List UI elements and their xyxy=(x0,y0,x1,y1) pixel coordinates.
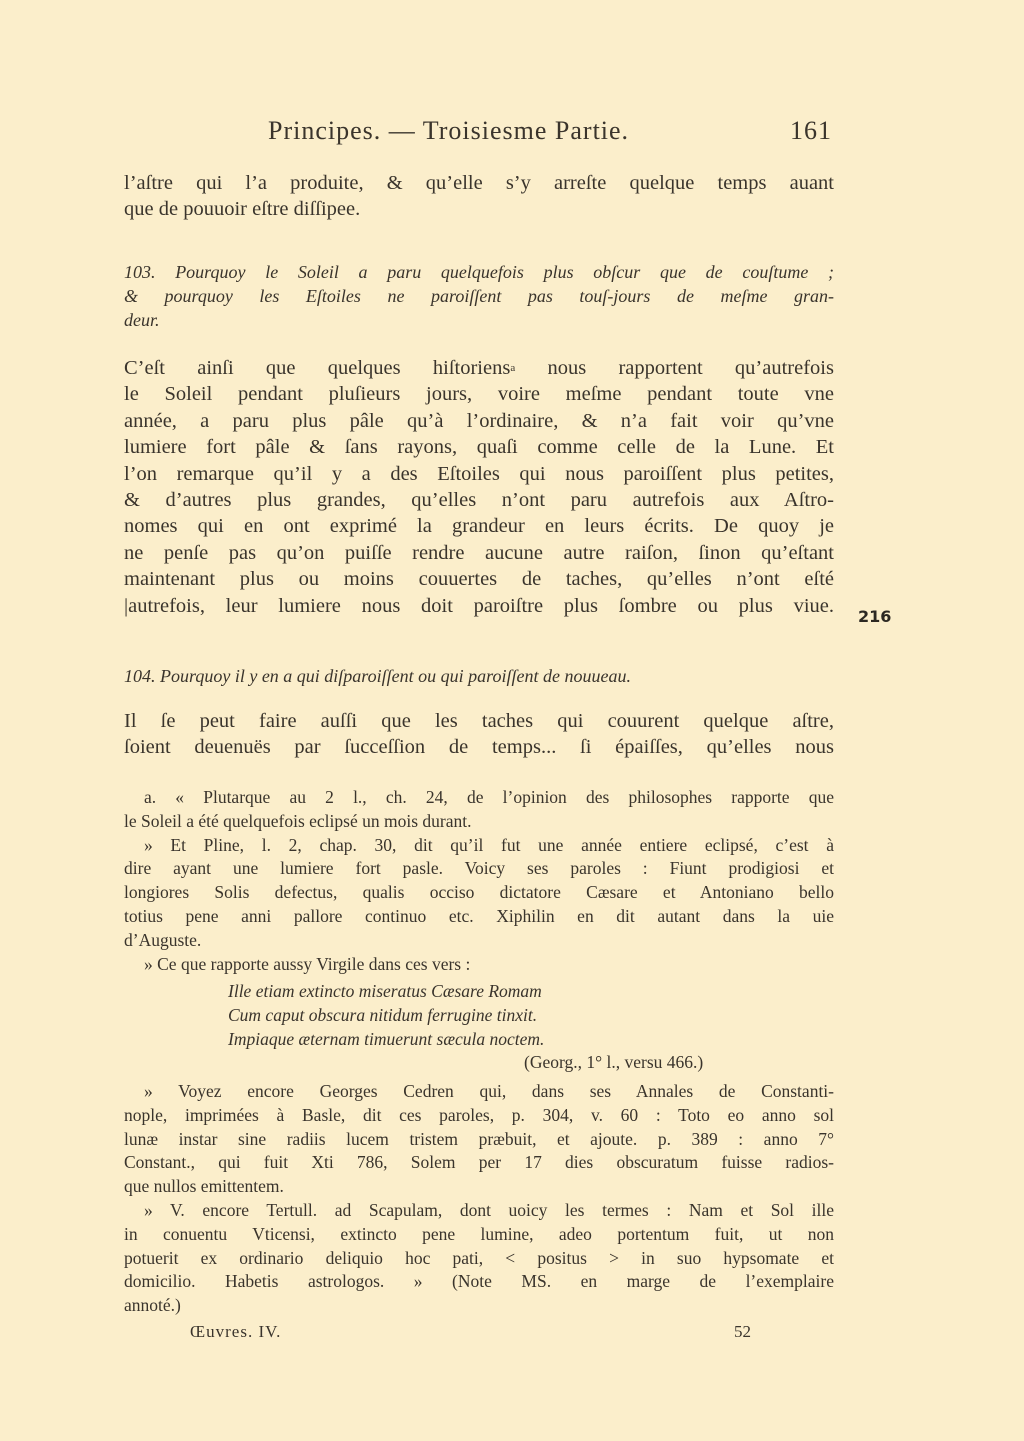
gathering-number: 52 xyxy=(734,1322,751,1341)
note-line: » Ce que rapporte aussy Virgile dans ces vers : xyxy=(144,953,471,974)
note-line: a. « Plutarque au 2 l., ch. 24, de l’opinion des philosophes rapporte que xyxy=(144,787,834,807)
verse-line: Impiaque æternam timuerunt sæcula noctem. xyxy=(228,1028,545,1049)
text-line: année, a paru plus pâle qu’à l’ordinaire, & n’a fait voir qu’vne xyxy=(124,409,834,432)
paragraph-continuation xyxy=(124,170,834,223)
heading-line: 104. Pourquoy il y en a qui diſparoiſſent ou qui paroiſſent de nouueau. xyxy=(124,666,631,686)
page-number: 161 xyxy=(790,116,832,145)
paragraph-104 xyxy=(124,708,834,761)
heading-line: 103. Pourquoy le Soleil a paru quelquefois plus obſcur que de couſtume ; xyxy=(124,262,834,282)
note-line: in conuentu Vticensi, extincto pene lumine, adeo portentum fuit, ut non xyxy=(124,1223,834,1244)
note-line: nople, imprimées à Basle, dit ces paroles, p. 304, v. 60 : Toto eo anno sol xyxy=(124,1104,834,1125)
footnotes-continued xyxy=(124,1080,834,1318)
text-line: C’eſt ainſi que quelques hiſtoriens$^a$ nous rapportent qu’autrefois xyxy=(124,357,834,379)
text-line: nomes qui en ont exprimé la grandeur en leurs écrits. De quoy je xyxy=(124,515,834,538)
heading-line: deur. xyxy=(124,310,160,330)
note-line: potuerit ex ordinario deliquio hoc pati, < positus > in suo hypsomate et xyxy=(124,1247,834,1268)
text-line: ne penſe pas qu’on puiſſe rendre aucune autre raiſon, ſinon qu’eſtant xyxy=(124,541,834,564)
verse-citation: (Georg., 1° l., versu 466.) xyxy=(524,1052,704,1072)
text-line: le Soleil pendant pluſieurs jours, voire meſme pendant toute vne xyxy=(124,383,834,406)
note-line: dire ayant une lumiere fort pasle. Voicy ses paroles : Fiunt prodigiosi et xyxy=(124,858,834,879)
text-line: que de pouuoir eſtre diſſipee. xyxy=(124,198,361,221)
text-line: ſoient deuenuës par ſucceſſion de temps... ſi épaiſſes, qu’elles nous xyxy=(124,736,834,759)
text-line: & d’autres plus grandes, qu’elles n’ont paru autrefois aux Aſtro- xyxy=(124,488,834,511)
margin-page-reference: 216 xyxy=(858,607,892,626)
running-head-title: Principes. — Troisiesme Partie. xyxy=(268,116,630,145)
text-line: l’aſtre qui l’a produite, & qu’elle s’y arreſte quelque temps auant xyxy=(124,172,834,194)
running-head xyxy=(268,116,832,152)
paragraph-103 xyxy=(124,355,834,619)
text-line: lumiere fort pâle & ſans rayons, quaſi comme celle de la Lune. Et xyxy=(124,436,834,459)
note-line: » V. encore Tertull. ad Scapulam, dont uoicy les termes : Nam et Sol ille xyxy=(144,1199,834,1220)
section-heading-104 xyxy=(124,664,834,688)
section-heading-103 xyxy=(124,260,834,332)
heading-line: & pourquoy les Eſtoiles ne paroiſſent pas touſ-jours de meſme gran- xyxy=(124,286,834,306)
text-line: l’on remarque qu’il y a des Eſtoiles qui nous paroiſſent plus petites, xyxy=(124,462,834,485)
note-line: le Soleil a été quelquefois eclipsé un mois durant. xyxy=(124,810,472,831)
footnote-marker: a xyxy=(510,362,516,374)
note-line: d’Auguste. xyxy=(124,929,202,950)
note-line: totius pene anni pallore continuo etc. Xiphilin en dit autant dans la uie xyxy=(124,905,834,926)
note-line: » Voyez encore Georges Cedren qui, dans ses Annales de Constanti- xyxy=(144,1081,834,1101)
note-line: Constant., qui fuit Xti 786, Solem per 17 dies obscuratum fuisse radios- xyxy=(124,1152,834,1173)
note-line: annoté.) xyxy=(124,1295,181,1316)
note-line: lunæ instar sine radiis lucem tristem præbuit, et ajoute. p. 389 : anno 7° xyxy=(124,1128,834,1149)
text-line: Il ſe peut faire auſſi que les taches qui couurent quelque aſtre, xyxy=(124,710,834,732)
text-line: maintenant plus ou moins couuertes de taches, qu’elles n’ont eſté xyxy=(124,568,834,591)
signature-mark: Œuvres. IV. xyxy=(190,1322,282,1341)
footnotes xyxy=(124,786,834,976)
verse-quotation xyxy=(228,980,544,1051)
note-line: domicilio. Habetis astrologos. » (Note MS. en marge de l’exemplaire xyxy=(124,1271,834,1292)
verse-line: Cum caput obscura nitidum ferrugine tinxit. xyxy=(228,1004,538,1025)
verse-line: Ille etiam extincto miseratus Cæsare Romam xyxy=(228,981,542,1001)
note-line: que nullos emittentem. xyxy=(124,1176,284,1197)
text-line: |autrefois, leur lumiere nous doit paroiſtre plus ſombre ou plus viue. xyxy=(124,594,834,617)
note-line: » Et Pline, l. 2, chap. 30, dit qu’il fut une année entiere eclipsé, c’est à xyxy=(144,834,834,855)
note-line: longiores Solis defectus, qualis occiso dictatore Cæsare et Antoniano bello xyxy=(124,882,834,903)
